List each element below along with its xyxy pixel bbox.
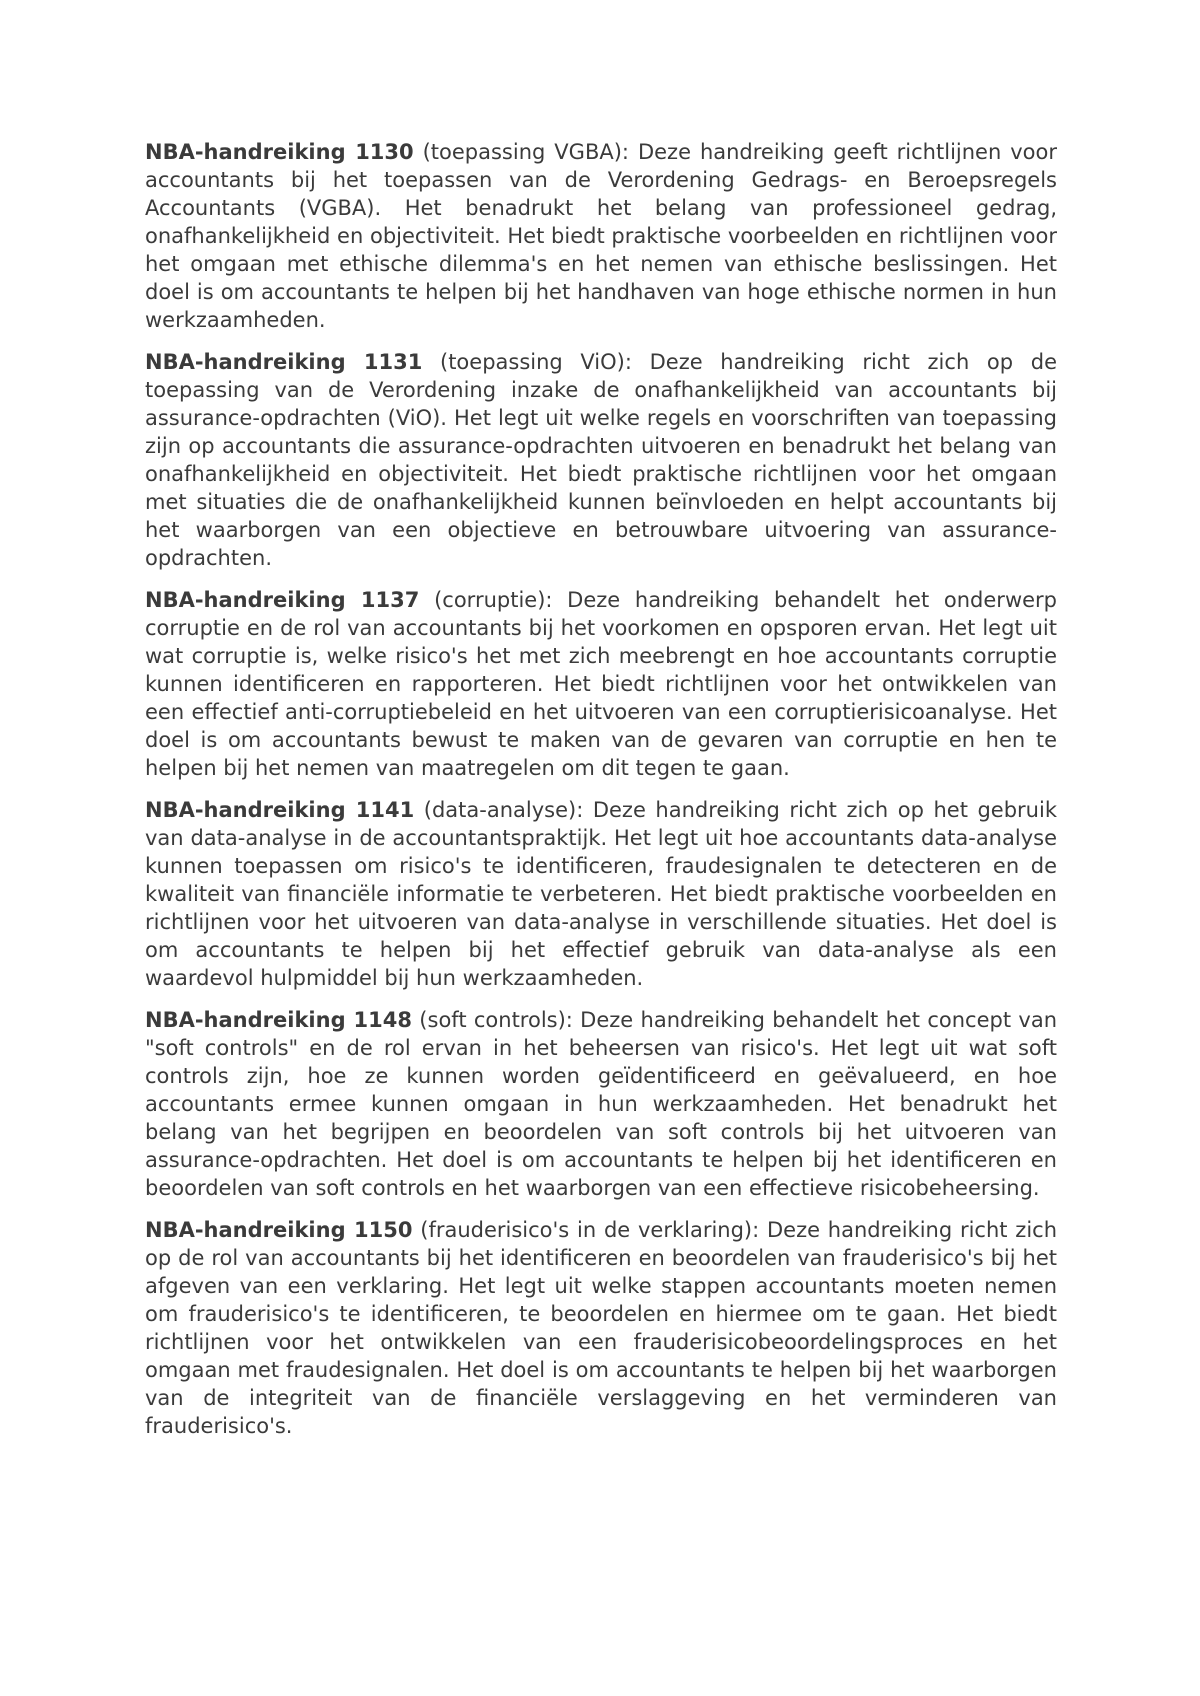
handreiking-1141-paragraph bbox=[145, 796, 1057, 992]
handreiking-description: (soft controls): Deze handreiking behandelt het concept van "soft controls" en de rol ervan in het beheersen van risico's. Het legt uit wat soft controls zijn, hoe ze kunnen worden geïdentificeerd en geëvalueerd, en hoe accountants ermee kunnen omgaan in hun werkzaamheden. Het benadrukt het belang van het begrijpen en beoordelen van soft controls bij het uitvoeren van assurance-opdrachten. Het doel is om accountants te helpen bij het identificeren en beoordelen van soft controls en het waarborgen van een effectieve risicobeheersing. bbox=[145, 1008, 1057, 1200]
handreiking-description: (toepassing VGBA): Deze handreiking geeft richtlijnen voor accountants bij het toepassen van de Verordening Gedrags- en Beroepsregels Accountants (VGBA). Het benadrukt het belang van professioneel gedrag, onafhankelijkheid en objectiviteit. Het biedt praktische voorbeelden en richtlijnen voor het omgaan met ethische dilemma's en het nemen van ethische beslissingen. Het doel is om accountants te helpen bij het handhaven van hoge ethische normen in hun werkzaamheden. bbox=[145, 140, 1057, 332]
handreiking-description: (toepassing ViO): Deze handreiking richt zich op de toepassing van de Verordening inzake de onafhankelijkheid van accountants bij assurance-opdrachten (ViO). Het legt uit welke regels en voorschriften van toepassing zijn op accountants die assurance-opdrachten uitvoeren en benadrukt het belang van onafhankelijkheid en objectiviteit. Het biedt praktische richtlijnen voor het omgaan met situaties die de onafhankelijkheid kunnen beïnvloeden en helpt accountants bij het waarborgen van een objectieve en betrouwbare uitvoering van assurance-opdrachten. bbox=[145, 350, 1057, 570]
handreiking-title: NBA-handreiking 1150 bbox=[145, 1218, 413, 1242]
handreiking-title: NBA-handreiking 1148 bbox=[145, 1008, 412, 1032]
handreiking-title: NBA-handreiking 1130 bbox=[145, 140, 414, 164]
handreiking-1148-paragraph bbox=[145, 1006, 1057, 1202]
handreiking-title: NBA-handreiking 1141 bbox=[145, 798, 415, 822]
handreiking-1130-paragraph bbox=[145, 138, 1057, 334]
handreiking-1150-paragraph bbox=[145, 1216, 1057, 1440]
document-page bbox=[145, 138, 1057, 1454]
handreiking-title: NBA-handreiking 1137 bbox=[145, 588, 420, 612]
handreiking-1137-paragraph bbox=[145, 586, 1057, 782]
handreiking-description: (corruptie): Deze handreiking behandelt het onderwerp corruptie en de rol van accountants bij het voorkomen en opsporen ervan. Het legt uit wat corruptie is, welke risico's het met zich meebrengt en hoe accountants corruptie kunnen identificeren en rapporteren. Het biedt richtlijnen voor het ontwikkelen van een effectief anti-corruptiebeleid en het uitvoeren van een corruptierisicoanalyse. Het doel is om accountants bewust te maken van de gevaren van corruptie en hen te helpen bij het nemen van maatregelen om dit tegen te gaan. bbox=[145, 588, 1058, 780]
handreiking-1131-paragraph bbox=[145, 348, 1057, 572]
handreiking-description: (frauderisico's in de verklaring): Deze handreiking richt zich op de rol van accountants bij het identificeren en beoordelen van frauderisico's bij het afgeven van een verklaring. Het legt uit welke stappen accountants moeten nemen om frauderisico's te identificeren, te beoordelen en hiermee om te gaan. Het biedt richtlijnen voor het ontwikkelen van een frauderisicobeoordelingsproces en het omgaan met fraudesignalen. Het doel is om accountants te helpen bij het waarborgen van de integriteit van de financiële verslaggeving en het verminderen van frauderisico's. bbox=[145, 1218, 1058, 1438]
handreiking-title: NBA-handreiking 1131 bbox=[145, 350, 423, 374]
handreiking-description: (data-analyse): Deze handreiking richt zich op het gebruik van data-analyse in de accountantspraktijk. Het legt uit hoe accountants data-analyse kunnen toepassen om risico's te identificeren, fraudesignalen te detecteren en de kwaliteit van financiële informatie te verbeteren. Het biedt praktische voorbeelden en richtlijnen voor het uitvoeren van data-analyse in verschillende situaties. Het doel is om accountants te helpen bij het effectief gebruik van data-analyse als een waardevol hulpmiddel bij hun werkzaamheden. bbox=[145, 798, 1057, 990]
